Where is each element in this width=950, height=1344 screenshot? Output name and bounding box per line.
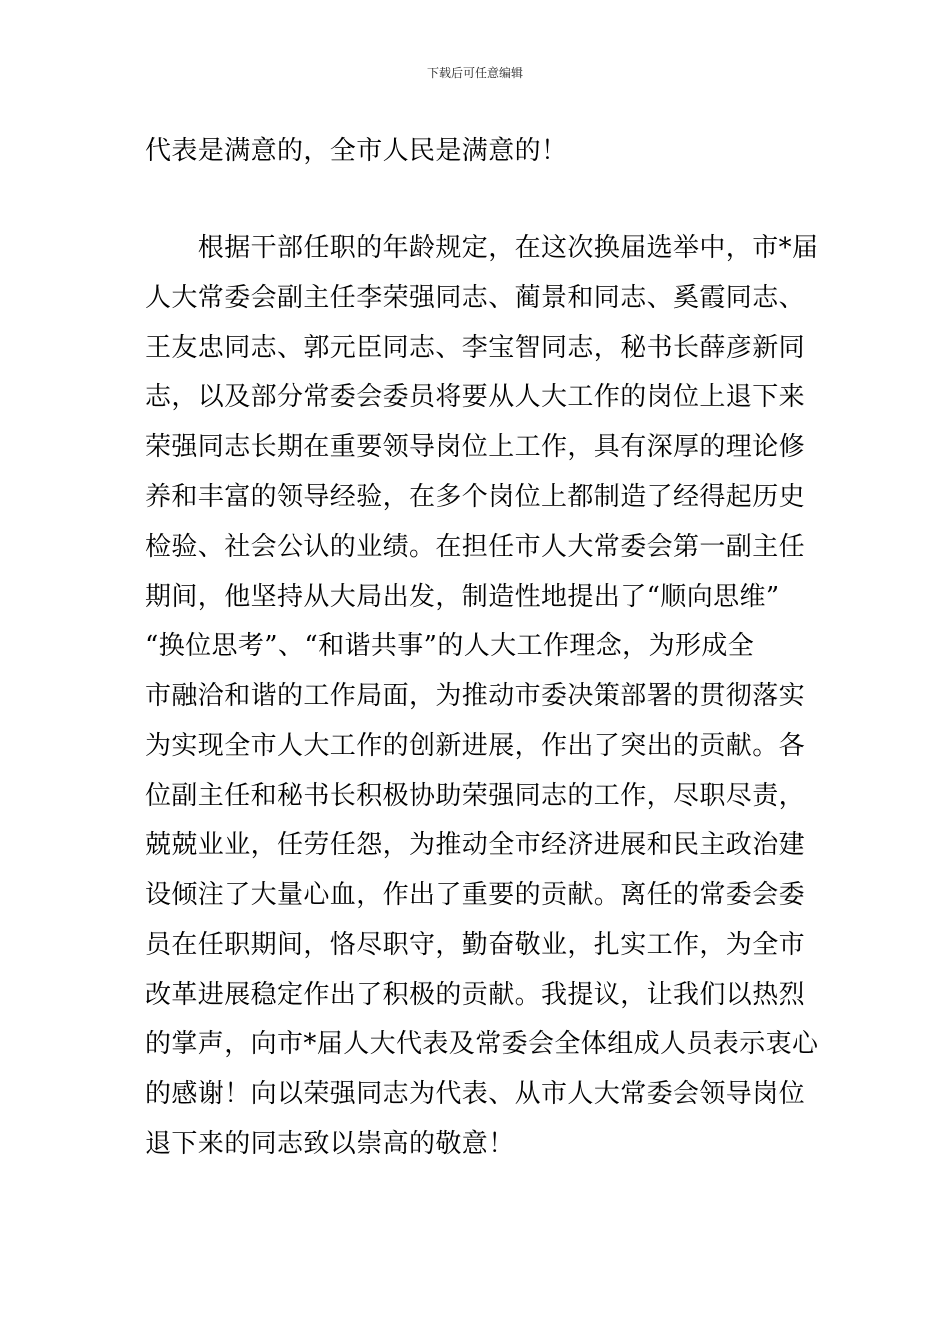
paragraph-line: 位副主任和秘书长积极协助荣强同志的工作，尽职尽责， (145, 781, 806, 811)
paragraph-line: 员在任职期间，恪尽职守，勤奋敬业，扎实工作，为全市 (145, 930, 806, 960)
paragraph-line: 荣强同志长期在重要领导岗位上工作，具有深厚的理论修 (145, 432, 806, 462)
paragraph-line: 的感谢！向以荣强同志为代表、从市人大常委会领导岗位 (145, 1079, 806, 1109)
paragraph-line: 设倾注了大量心血，作出了重要的贡献。离任的常委会委 (145, 880, 806, 910)
paragraph-line: 改革进展稳定作出了积极的贡献。我提议，让我们以热烈 (145, 980, 806, 1010)
paragraph-line: 人大常委会副主任李荣强同志、蔺景和同志、奚霞同志、 (145, 283, 806, 313)
paragraph-line: 退下来的同志致以崇高的敬意！ (145, 1129, 515, 1159)
paragraph-line: 期间，他坚持从大局出发，制造性地提出了“顺向思维” (145, 582, 780, 612)
paragraph-line: 为实现全市人大工作的创新进展，作出了突出的贡献。各 (145, 731, 806, 761)
page-header-note: 下载后可任意编辑 (426, 66, 523, 80)
paragraph-line: 市融洽和谐的工作局面，为推动市委决策部署的贯彻落实 (145, 681, 806, 711)
paragraph-line: 志，以及部分常委会委员将要从人大工作的岗位上退下来 (145, 382, 806, 412)
paragraph-line: 根据干部任职的年龄规定，在这次换届选举中，市*届 (145, 233, 819, 263)
paragraph-line: 养和丰富的领导经验，在多个岗位上都制造了经得起历史 (145, 482, 806, 512)
intro-line: 代表是满意的，全市人民是满意的！ (145, 136, 568, 166)
paragraph-line: 检验、社会公认的业绩。在担任市人大常委会第一副主任 (145, 532, 806, 562)
paragraph-line: 王友忠同志、郭元臣同志、李宝智同志，秘书长薛彦新同 (145, 333, 806, 363)
paragraph-line: 兢兢业业，任劳任怨，为推动全市经济进展和民主政治建 (145, 830, 806, 860)
paragraph-line: “换位思考”、“和谐共事”的人大工作理念，为形成全 (145, 631, 755, 661)
paragraph-line: 的掌声，向市*届人大代表及常委会全体组成人员表示衷心 (145, 1029, 819, 1059)
